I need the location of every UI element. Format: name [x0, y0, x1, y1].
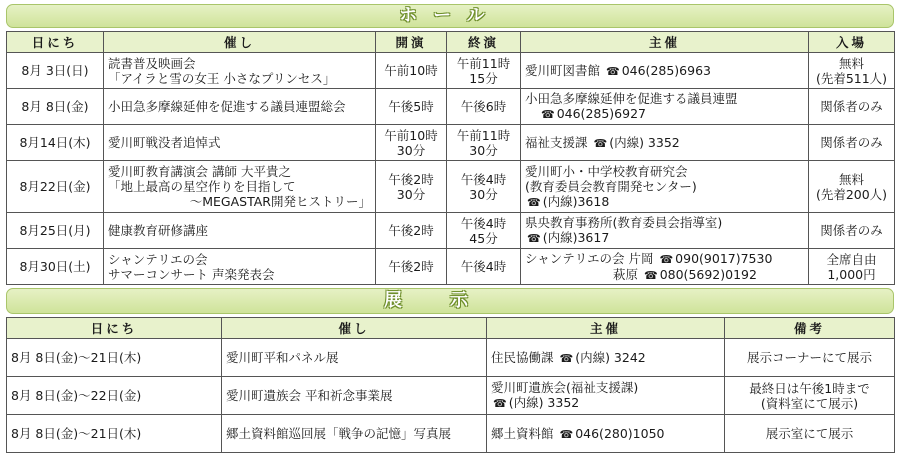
organizer [521, 249, 809, 285]
event-title: 小田急多摩線延伸を促進する議員連盟総会 [104, 89, 376, 125]
end-line: 午後4時 [460, 171, 507, 187]
event-line: 読書普及映画会 [108, 55, 196, 71]
organizer [487, 339, 725, 377]
start-time [376, 53, 447, 89]
organizer-name: 福祉支援課 [525, 134, 588, 150]
phone-icon: ☎ [559, 427, 574, 441]
phone-icon: ☎ [493, 397, 507, 410]
table-row [7, 125, 895, 161]
organizer-dept: (教育委員会教育開発センター) [525, 178, 697, 194]
event-line: 「アイラと雪の女王 小さなプリンセス」 [108, 70, 336, 86]
organizer-name: 萩原 [613, 266, 639, 282]
phone-icon: ☎ [593, 136, 608, 150]
start-line: 午前10時 [384, 127, 438, 143]
entry-line: 無料 [838, 55, 864, 71]
organizer-phone: 046(285)6927 [556, 106, 646, 121]
end-line: 30分 [469, 142, 498, 158]
start-time: 午後2時 [376, 213, 447, 249]
organizer-phone: 046(285)6963 [621, 62, 711, 78]
exhibit-title: 郷土資料館巡回展「戦争の記憶」写真展 [222, 415, 487, 453]
entry-line: 全席自由 [826, 251, 877, 267]
organizer-name: 小田急多摩線延伸を促進する議員連盟 [525, 91, 738, 106]
header-notes: 備考 [725, 318, 895, 339]
table-row [7, 213, 895, 249]
end-line: 午前11時 [456, 127, 511, 143]
header-date: 日にち [7, 32, 104, 53]
table-row [7, 89, 895, 125]
start-line: 30分 [396, 142, 426, 158]
organizer-line [525, 267, 804, 283]
exhibit-section-title: 展示 [6, 288, 894, 314]
notes: 展示コーナーにて展示 [725, 339, 895, 377]
end-time [447, 125, 521, 161]
event-date: 8月22日(金) [7, 161, 104, 213]
organizer [521, 125, 809, 161]
note-line: (資料室にて展示) [760, 395, 859, 411]
table-row [7, 377, 895, 415]
start-line: 30分 [396, 186, 426, 202]
notes: 展示室にて展示 [725, 415, 895, 453]
event-date: 8月 3日(日) [7, 53, 104, 89]
entry [809, 53, 895, 89]
end-line: 午前11時 [456, 55, 511, 71]
end-line: 30分 [469, 186, 498, 202]
event-date: 8月30日(土) [7, 249, 104, 285]
table-row [7, 53, 895, 89]
header-start: 開演 [376, 32, 447, 53]
organizer-phone: 080(5692)0192 [659, 266, 757, 282]
start-time: 午後5時 [376, 89, 447, 125]
organizer-name: 愛川町遺族会(福祉支援課) [491, 380, 639, 395]
event-line: サマーコンサート 声楽発表会 [108, 266, 275, 282]
header-organizer: 主催 [521, 32, 809, 53]
exhibit-date: 8月 8日(金)〜21日(木) [7, 415, 222, 453]
end-line: 午後4時 [460, 215, 507, 231]
table-row [7, 415, 895, 453]
organizer-phone: 046(280)1050 [575, 425, 665, 441]
organizer-phone: 090(9017)7530 [675, 250, 773, 266]
event-line: 愛川町教育講演会 講師 大平貴之 [108, 164, 291, 179]
event-date: 8月14日(木) [7, 125, 104, 161]
end-time [447, 161, 521, 213]
organizer-phone: (内線) 3242 [575, 349, 646, 365]
organizer-name: 県央教育事務所(教育委員会指導室) [525, 215, 723, 230]
organizer-name: シャンテリエの会 片岡 [525, 250, 654, 266]
organizer-line [525, 251, 804, 267]
start-time [376, 125, 447, 161]
organizer-name: 住民協働課 [491, 349, 554, 365]
phone-icon: ☎ [559, 351, 574, 365]
entry-line: 1,000円 [827, 266, 876, 282]
entry: 関係者のみ [809, 89, 895, 125]
table-row [7, 161, 895, 213]
phone-icon: ☎ [644, 268, 658, 282]
organizer [521, 213, 809, 249]
organizer-name: 愛川町小・中学校教育研究会 [525, 163, 688, 179]
organizer [487, 415, 725, 453]
exhibit-date: 8月 8日(金)〜21日(木) [7, 339, 222, 377]
organizer-phone: (内線) 3352 [609, 134, 680, 150]
exhibit-date: 8月 8日(金)〜22日(金) [7, 377, 222, 415]
header-organizer: 主催 [487, 318, 725, 339]
end-line: 45分 [469, 230, 498, 246]
event-title [104, 249, 376, 285]
organizer-phone-line [525, 106, 804, 122]
event-line: 「地上最高の星空作りを目指して [108, 179, 296, 194]
entry [809, 161, 895, 213]
notes [725, 377, 895, 415]
end-time [447, 53, 521, 89]
end-line: 15分 [469, 70, 498, 86]
entry: 関係者のみ [809, 213, 895, 249]
event-line: シャンテリエの会 [108, 251, 208, 267]
header-event: 催し [104, 32, 376, 53]
organizer-name: 愛川町図書館 [525, 62, 601, 78]
event-title: 愛川町戦没者追悼式 [104, 125, 376, 161]
organizer-phone: (内線)3618 [542, 193, 610, 209]
exhibit-header-row [7, 318, 895, 339]
exhibit-title: 愛川町遺族会 平和祈念事業展 [222, 377, 487, 415]
organizer-phone-line [525, 230, 804, 246]
organizer [521, 89, 809, 125]
organizer [521, 53, 809, 89]
hall-section-title: ホール [6, 4, 894, 28]
entry-line: (先着511人) [815, 70, 888, 86]
event-title [104, 53, 376, 89]
header-date: 日にち [7, 318, 222, 339]
end-time: 午後4時 [447, 249, 521, 285]
event-title: 健康教育研修講座 [104, 213, 376, 249]
header-end: 終演 [447, 32, 521, 53]
start-line: 午前10時 [384, 63, 438, 78]
organizer-name: 郷土資料館 [491, 425, 554, 441]
event-date: 8月25日(月) [7, 213, 104, 249]
entry-line: 無料 [838, 171, 864, 187]
phone-icon: ☎ [527, 232, 541, 245]
organizer [521, 161, 809, 213]
entry [809, 249, 895, 285]
event-title [104, 161, 376, 213]
hall-schedule-table [6, 31, 895, 285]
phone-icon: ☎ [541, 108, 555, 121]
exhibit-schedule-table [6, 317, 895, 453]
entry: 関係者のみ [809, 125, 895, 161]
table-row [7, 249, 895, 285]
start-time [376, 161, 447, 213]
start-time: 午後2時 [376, 249, 447, 285]
exhibit-title: 愛川町平和パネル展 [222, 339, 487, 377]
header-event: 催し [222, 318, 487, 339]
entry-line: (先着200人) [815, 186, 888, 202]
organizer-phone-line [525, 194, 804, 210]
organizer-phone: (内線) 3352 [508, 395, 580, 410]
hall-header-row [7, 32, 895, 53]
organizer-phone-line [491, 395, 720, 411]
table-row [7, 339, 895, 377]
phone-icon: ☎ [606, 64, 620, 78]
end-time [447, 213, 521, 249]
note-line: 最終日は午後1時まで [749, 380, 870, 396]
organizer-phone: (内線)3617 [542, 230, 610, 245]
organizer [487, 377, 725, 415]
event-line: 〜MEGASTAR開発ヒストリー」 [189, 194, 371, 209]
phone-icon: ☎ [527, 195, 541, 209]
end-time: 午後6時 [447, 89, 521, 125]
event-date: 8月 8日(金) [7, 89, 104, 125]
header-entry: 入場 [809, 32, 895, 53]
phone-icon: ☎ [659, 252, 674, 266]
start-line: 午後2時 [388, 171, 434, 187]
